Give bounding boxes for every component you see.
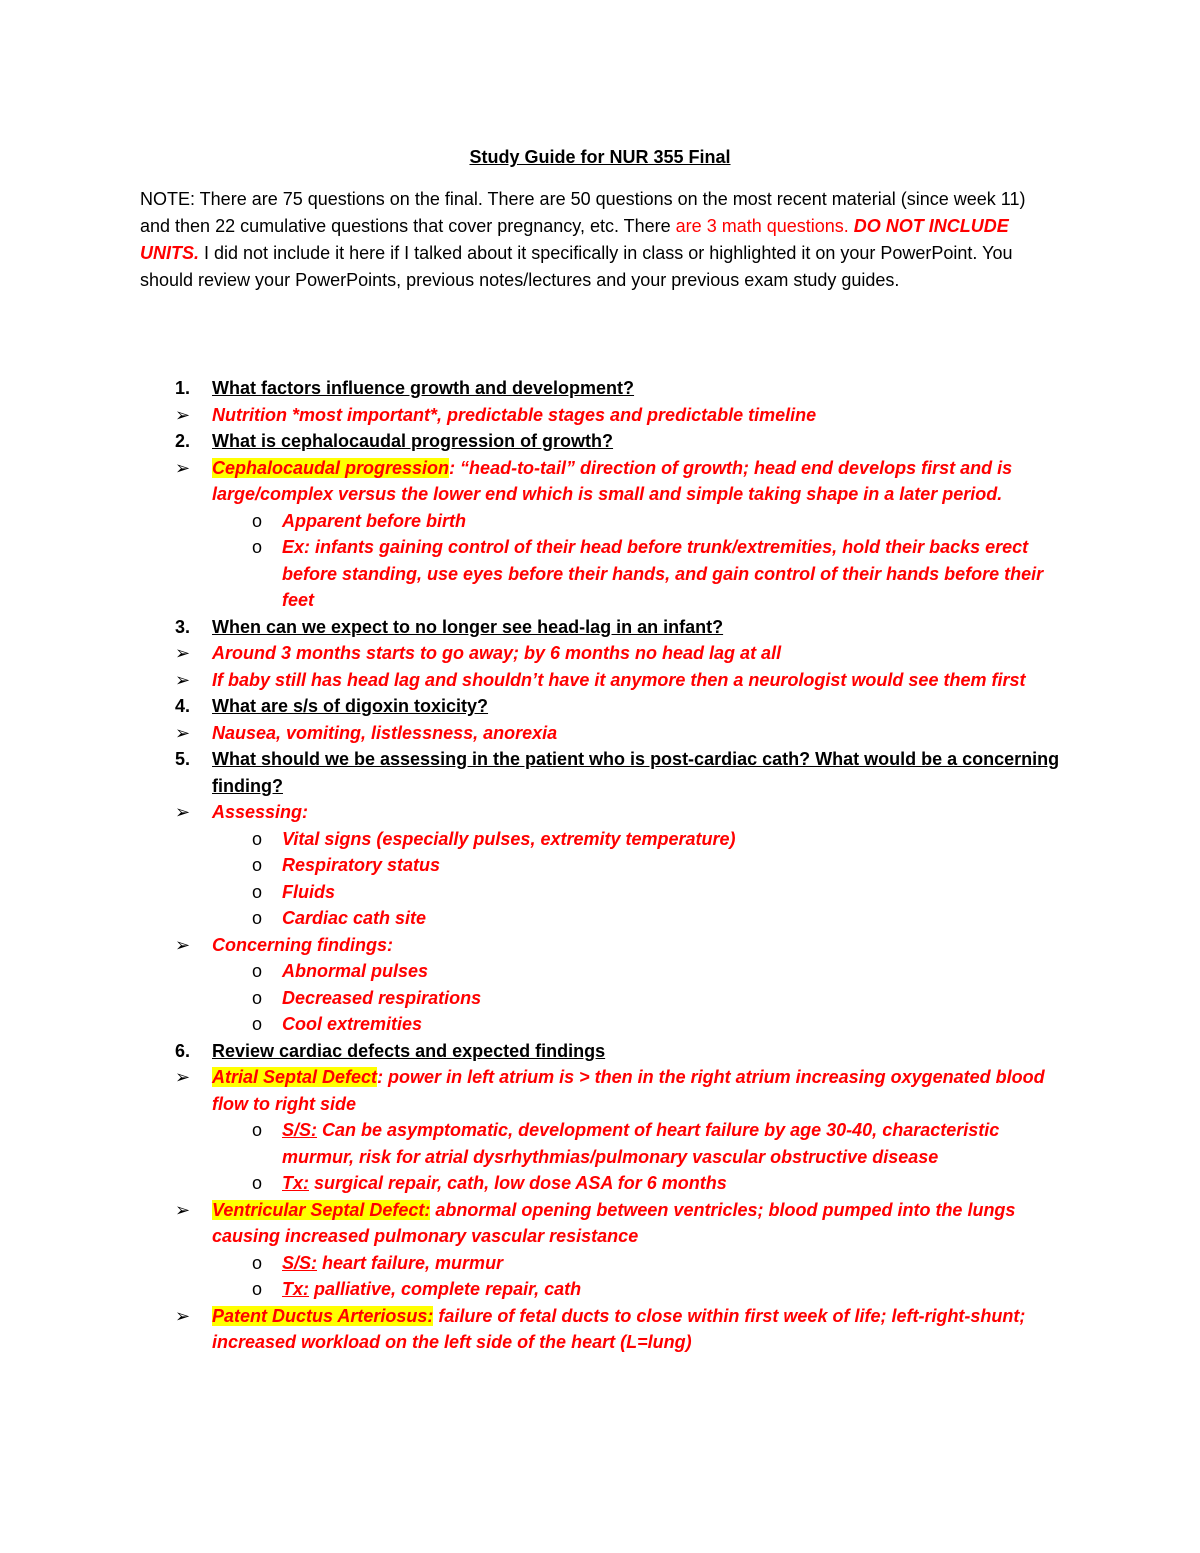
question-number: 4. — [175, 696, 191, 716]
sub-bullet — [140, 534, 1070, 614]
sub-bullet — [140, 1011, 1070, 1038]
answer-text: Assessing: — [212, 802, 309, 822]
sub-bullet — [140, 1276, 1070, 1303]
sub-bullet-text: Respiratory status — [282, 855, 441, 875]
question-number: 3. — [175, 616, 191, 637]
sub-bullet-text: Cool extremities — [282, 1014, 423, 1034]
sub-bullet-text: Ex: infants gaining control of their head before trunk/extremities, hold their backs erect before standing, use eyes before their hands, and gain control of their hands before their feet — [282, 537, 1044, 610]
answer-text: : “head-to-tail” direction of growth; head end develops first and is large/complex versus the lower end which is small and simple taking shape in a later period. — [212, 457, 1013, 504]
question-number: 1. — [175, 378, 191, 398]
answer-text: Around 3 months starts to go away; by 6 months no head lag at all — [212, 643, 782, 663]
answer-bullet — [140, 799, 1070, 826]
question-3 — [140, 614, 1070, 641]
answer-text: failure of fetal ducts to close within first week of life; left-right-shunt; increased workload on the left side of the heart (L=lung) — [212, 1305, 1026, 1352]
circle-bullet-icon: o — [252, 881, 263, 902]
question-number: 5. — [175, 749, 191, 769]
sub-bullet — [140, 879, 1070, 906]
question-text: When can we expect to no longer see head-lag in an infant? — [212, 616, 724, 637]
sub-bullet — [140, 1170, 1070, 1197]
answer-bullet-pda — [140, 1303, 1070, 1356]
arrow-bullet-icon: ➢ — [175, 669, 191, 690]
answer-bullet — [140, 402, 1070, 429]
answer-bullet — [140, 455, 1070, 508]
question-list — [140, 375, 1070, 1356]
note-units-warning: DO NOT INCLUDE UNITS. — [140, 216, 1009, 263]
circle-bullet-icon: o — [252, 855, 263, 875]
answer-bullet — [140, 720, 1070, 747]
highlighted-term: Atrial Septal Defect — [212, 1067, 378, 1087]
page-title: Study Guide for NUR 355 Final — [469, 147, 731, 167]
circle-bullet-icon: o — [252, 1120, 263, 1140]
sub-bullet — [140, 852, 1070, 879]
sub-bullet — [140, 958, 1070, 985]
question-2 — [140, 428, 1070, 455]
circle-bullet-icon: o — [252, 828, 263, 849]
sub-bullet-text: Decreased respirations — [282, 987, 482, 1008]
answer-bullet — [140, 932, 1070, 959]
sub-bullet-text: Vital signs (especially pulses, extremity temperature) — [282, 828, 736, 849]
question-4 — [140, 693, 1070, 720]
question-5 — [140, 746, 1070, 799]
note-math-questions: are 3 math questions. — [675, 216, 854, 236]
sub-bullet-text: surgical repair, cath, low dose ASA for 6 months — [309, 1173, 727, 1193]
answer-text: Concerning findings: — [212, 934, 393, 955]
answer-text: abnormal opening between ventricles; blood pumped into the lungs causing increased pulmonary vascular resistance — [212, 1199, 1016, 1246]
circle-bullet-icon: o — [252, 987, 263, 1008]
note-text-continued: I did not include it here if I talked about it specifically in class or highlighted it on your PowerPoint. You should review your PowerPoints, previous notes/lectures and your previous exam study guides. — [140, 243, 1013, 290]
question-number: 2. — [175, 431, 191, 451]
sub-bullet — [140, 905, 1070, 932]
arrow-bullet-icon: ➢ — [175, 1067, 191, 1087]
question-1 — [140, 375, 1070, 402]
sub-bullet — [140, 985, 1070, 1012]
sub-bullet-label: S/S: — [282, 1120, 318, 1140]
answer-text: Nutrition *most important*, predictable stages and predictable timeline — [212, 404, 817, 425]
question-number: 6. — [175, 1040, 191, 1061]
sub-bullet-label: Tx: — [282, 1279, 309, 1299]
circle-bullet-icon: o — [252, 537, 263, 557]
answer-bullet — [140, 667, 1070, 694]
arrow-bullet-icon: ➢ — [175, 934, 191, 955]
question-text: What are s/s of digoxin toxicity? — [212, 696, 489, 716]
sub-bullet-text: Apparent before birth — [282, 510, 467, 531]
circle-bullet-icon: o — [252, 510, 263, 531]
sub-bullet — [140, 826, 1070, 853]
arrow-bullet-icon: ➢ — [175, 457, 191, 478]
sub-bullet-label: S/S: — [282, 1252, 318, 1273]
answer-text: Nausea, vomiting, listlessness, anorexia — [212, 722, 558, 743]
note-paragraph — [140, 186, 1060, 294]
arrow-bullet-icon: ➢ — [175, 1199, 191, 1220]
answer-bullet — [140, 640, 1070, 667]
circle-bullet-icon: o — [252, 1252, 263, 1273]
sub-bullet — [140, 508, 1070, 535]
highlighted-term: Ventricular Septal Defect: — [212, 1199, 431, 1220]
circle-bullet-icon: o — [252, 908, 263, 928]
answer-bullet-asd — [140, 1064, 1070, 1117]
answer-bullet-vsd — [140, 1197, 1070, 1250]
arrow-bullet-icon: ➢ — [175, 643, 191, 663]
note-text: NOTE: There are 75 questions on the final. There are 50 questions on the most recent material (since week 11) and then 22 cumulative questions that cover pregnancy, etc. There — [140, 189, 1026, 236]
question-text: Review cardiac defects and expected findings — [212, 1040, 606, 1061]
arrow-bullet-icon: ➢ — [175, 802, 191, 822]
question-text: What should we be assessing in the patient who is post-cardiac cath? What would be a concerning finding? — [212, 749, 1060, 796]
sub-bullet-text: Abnormal pulses — [282, 961, 429, 981]
sub-bullet-text: Cardiac cath site — [282, 908, 427, 928]
arrow-bullet-icon: ➢ — [175, 1305, 191, 1326]
circle-bullet-icon: o — [252, 1173, 263, 1193]
arrow-bullet-icon: ➢ — [175, 404, 191, 425]
circle-bullet-icon: o — [252, 961, 263, 981]
circle-bullet-icon: o — [252, 1014, 263, 1034]
question-text: What is cephalocaudal progression of growth? — [212, 431, 614, 451]
answer-text: : power in left atrium is > then in the right atrium increasing oxygenated blood flow to right side — [212, 1067, 1045, 1114]
sub-bullet — [140, 1250, 1070, 1277]
highlighted-term: Cephalocaudal progression — [212, 457, 450, 478]
question-text: What factors influence growth and development? — [212, 378, 635, 398]
sub-bullet-text: heart failure, murmur — [317, 1252, 504, 1273]
highlighted-term: Patent Ductus Arteriosus: — [212, 1305, 434, 1326]
sub-bullet-text: Can be asymptomatic, development of heart failure by age 30-40, characteristic murmur, risk for atrial dysrhythmias/pulmonary vascular obstructive disease — [282, 1120, 1000, 1167]
sub-bullet-text: palliative, complete repair, cath — [309, 1279, 582, 1299]
answer-text: If baby still has head lag and shouldn’t have it anymore then a neurologist would see them first — [212, 669, 1026, 690]
circle-bullet-icon: o — [252, 1279, 263, 1299]
sub-bullet-label: Tx: — [282, 1173, 309, 1193]
sub-bullet-text: Fluids — [282, 881, 335, 902]
sub-bullet — [140, 1117, 1070, 1170]
question-6 — [140, 1038, 1070, 1065]
arrow-bullet-icon: ➢ — [175, 722, 191, 743]
